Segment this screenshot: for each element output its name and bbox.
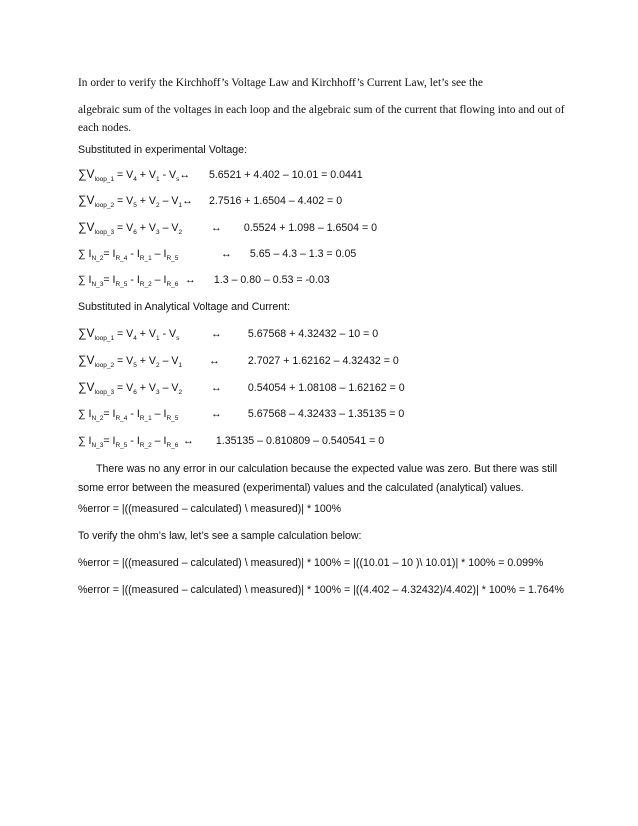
eq-term: - I [127, 248, 140, 260]
equivalence-arrow: ↔ [210, 328, 222, 340]
eq-term: = V [114, 355, 134, 367]
equivalence-arrow: ↔ [210, 222, 222, 234]
ana-equation-3-result: 0.54054 + 1.08108 – 1.62162 = 0 [247, 382, 405, 394]
loop-subscript: loop_2 [94, 362, 115, 370]
eq-term: - V [159, 169, 177, 181]
loop-subscript: loop_1 [94, 335, 115, 343]
eq-term: – V [159, 382, 179, 394]
eq-subscript: 1 [178, 202, 183, 210]
equivalence-arrow: ↔ [208, 355, 220, 367]
sum-symbol: ∑ I [78, 435, 92, 447]
eq-subscript: 2 [178, 389, 183, 397]
eq-term: + V [136, 169, 156, 181]
exp-equation-3-result: 0.5524 + 1.098 – 1.6504 = 0 [243, 222, 378, 234]
sum-symbol: ∑V [78, 326, 95, 340]
exp-equation-3 [78, 221, 377, 235]
eq-term: + V [136, 222, 156, 234]
eq-subscript: 1 [156, 335, 160, 343]
loop-subscript: loop_1 [94, 176, 115, 184]
intro-line-1: In order to verify the Kirchhoff’s Voltage Law and Kirchhoff’s Current Law, let’s see the [78, 77, 483, 89]
eq-subscript: 6 [133, 229, 137, 237]
equivalence-arrow: ↔ [220, 248, 232, 260]
eq-subscript: 6 [133, 389, 137, 397]
eq-subscript: 2 [156, 362, 160, 370]
equivalence-arrow: ↔ [184, 274, 196, 286]
eq-term: – I [151, 435, 167, 447]
sum-symbol: ∑ I [78, 248, 92, 260]
eq-term: = V [114, 382, 134, 394]
eq-term: = V [114, 222, 134, 234]
sum-symbol: ∑V [78, 380, 95, 394]
eq-subscript: 4 [133, 335, 137, 343]
equivalence-arrow: ↔ [182, 435, 194, 447]
node-subscript: N_2 [91, 415, 104, 423]
exp-equation-4 [78, 248, 356, 261]
ana-equation-1 [78, 327, 378, 341]
eq-term: = V [114, 328, 134, 340]
eq-term: - I [127, 274, 140, 286]
loop-subscript: loop_3 [94, 229, 115, 237]
ana-equation-2-result: 2.7027 + 1.62162 – 4.32432 = 0 [247, 355, 399, 367]
error-calculation-2: %error = |((measured – calculated) \ measured)| * 100% = |((4.402 – 4.32432)/4.402)| * 100% = 1.764% [78, 584, 564, 596]
eq-subscript: 1 [156, 176, 160, 184]
sum-symbol: ∑ I [78, 274, 92, 286]
exp-equation-2 [78, 194, 342, 208]
node-subscript: N_3 [91, 442, 104, 450]
eq-term: + V [136, 328, 156, 340]
equivalence-arrow: ↔ [210, 408, 222, 420]
eq-subscript: 3 [156, 229, 160, 237]
sum-symbol: ∑ I [78, 408, 92, 420]
exp-equation-4-result: 5.65 – 4.3 – 1.3 = 0.05 [249, 248, 357, 260]
eq-term: – V [159, 195, 179, 207]
eq-subscript: 1 [178, 362, 183, 370]
ana-equation-5-result: 1.35135 – 0.810809 – 0.540541 = 0 [215, 435, 385, 447]
eq-subscript: s [176, 176, 180, 184]
eq-term: – I [151, 408, 167, 420]
ana-equation-4 [78, 408, 404, 421]
equivalence-arrow: ↔ [210, 382, 222, 394]
node-subscript: N_3 [91, 281, 104, 289]
equivalence-arrow: ↔ [182, 195, 193, 207]
discussion-paragraph: There was no any error in our calculation because the expected value was zero. But there was still some error between the measured (experimental) values and the calculated (analytical) values. [78, 463, 558, 494]
sum-symbol: ∑V [78, 193, 95, 207]
intro-paragraph: algebraic sum of the voltages in each loop and the algebraic sum of the current that flowing into and out of each nodes. [78, 104, 565, 134]
ana-equation-2 [78, 354, 399, 368]
eq-term: + V [136, 382, 156, 394]
eq-term: + V [136, 195, 156, 207]
eq-subscript: R_5 [115, 281, 128, 289]
ana-equation-5 [78, 435, 384, 448]
eq-term: – I [151, 274, 167, 286]
eq-subscript: R_2 [139, 281, 152, 289]
eq-subscript: 3 [156, 389, 160, 397]
eq-subscript: 2 [156, 202, 160, 210]
exp-equation-5-result: 1.3 – 0.80 – 0.53 = -0.03 [213, 274, 330, 286]
eq-subscript: s [176, 335, 180, 343]
eq-subscript: R_5 [115, 442, 128, 450]
loop-subscript: loop_2 [94, 202, 115, 210]
eq-term: – I [151, 248, 167, 260]
eq-subscript: 4 [133, 176, 137, 184]
eq-term: = I [103, 274, 116, 286]
eq-subscript: R_2 [139, 442, 152, 450]
analytical-heading: Substituted in Analytical Voltage and Current: [78, 301, 291, 313]
sum-symbol: ∑V [78, 220, 95, 234]
eq-subscript: R_5 [166, 255, 179, 263]
eq-term: = I [103, 248, 116, 260]
eq-subscript: R_4 [115, 415, 128, 423]
eq-subscript: R_5 [166, 415, 179, 423]
exp-equation-5 [78, 274, 330, 287]
experimental-heading: Substituted in experimental Voltage: [78, 144, 248, 156]
eq-subscript: R_6 [166, 281, 179, 289]
ana-equation-1-result: 5.67568 + 4.32432 – 10 = 0 [247, 328, 379, 340]
eq-subscript: R_1 [139, 255, 152, 263]
eq-term: = I [103, 408, 116, 420]
eq-term: – V [159, 355, 179, 367]
eq-subscript: R_1 [139, 415, 152, 423]
exp-equation-2-result: 2.7516 + 1.6504 – 4.402 = 0 [208, 195, 343, 207]
eq-subscript: R_6 [166, 442, 179, 450]
eq-term: = V [114, 195, 134, 207]
eq-term: - I [127, 435, 140, 447]
eq-term: – V [159, 222, 179, 234]
exp-equation-1 [78, 168, 363, 182]
eq-subscript: 5 [133, 362, 137, 370]
exp-equation-1-result: 5.6521 + 4.402 – 10.01 = 0.0441 [208, 169, 363, 181]
eq-term: = V [114, 169, 134, 181]
error-formula: %error = |((measured – calculated) \ measured)| * 100% [78, 503, 342, 515]
loop-subscript: loop_3 [94, 389, 115, 397]
eq-term: + V [136, 355, 156, 367]
eq-term: - V [159, 328, 177, 340]
ohm-law-intro: To verify the ohm’s law, let’s see a sample calculation below: [78, 530, 362, 542]
equivalence-arrow: ↔ [179, 169, 190, 181]
ana-equation-4-result: 5.67568 – 4.32433 – 1.35135 = 0 [247, 408, 405, 420]
sum-symbol: ∑V [78, 167, 95, 181]
eq-subscript: 2 [178, 229, 183, 237]
sum-symbol: ∑V [78, 353, 95, 367]
eq-subscript: R_4 [115, 255, 128, 263]
eq-term: = I [103, 435, 116, 447]
eq-term: - I [127, 408, 140, 420]
error-calculation-1: %error = |((measured – calculated) \ measured)| * 100% = |((10.01 – 10 )\ 10.01)| * 100% = 0.099% [78, 557, 544, 569]
ana-equation-3 [78, 381, 405, 395]
node-subscript: N_2 [91, 255, 104, 263]
eq-subscript: 5 [133, 202, 137, 210]
